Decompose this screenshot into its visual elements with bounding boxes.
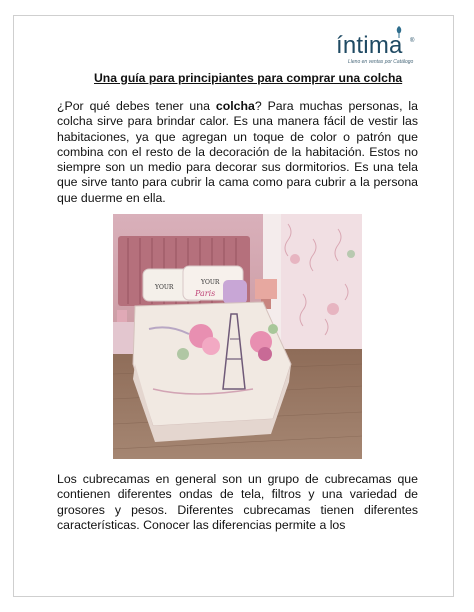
closing-paragraph: Los cubrecamas en general son un grupo de cubrecamas que contienen diferentes ondas de tela, filtros y una variedad de grosores y pesos. Diferentes cubrecamas tienen diferentes características. Conocer las diferencias permite a los — [57, 472, 418, 532]
lamp — [255, 279, 277, 299]
document-title: Una guía para principiantes para comprar una colcha — [94, 71, 403, 85]
logo-wordmark: íntima — [336, 32, 403, 59]
quilt — [133, 302, 291, 426]
intro-text-after: ? Para muchas personas, la colcha sirve para brindar calor. Es una manera fácil de vestir las habitaciones, ya que agregan un toque de color o patrón que combina con el resto de la decoración de la habitación. Estos no siempre son un medio para decorar sus dormitorios. Es una tela que sirve tanto para cubrir la cama como para cubrir a la persona que duerme en ella. — [57, 99, 418, 205]
curtain — [281, 214, 362, 359]
intro-paragraph — [57, 99, 418, 206]
intima-logo — [330, 25, 426, 67]
pillow-text-paris: Paris — [195, 289, 216, 298]
bedroom-photo — [113, 214, 362, 459]
logo-registered: ® — [410, 38, 415, 44]
pillow-text-your: YOUR — [155, 284, 174, 291]
intro-bold-word: colcha — [215, 99, 255, 113]
intro-text-before: ¿Por qué debes tener una — [57, 99, 216, 113]
logo-tagline: Lleno en ventas por Catálogo — [348, 59, 414, 65]
pillow-purple — [223, 280, 247, 304]
pillow-text-your-2: YOUR — [201, 279, 220, 286]
